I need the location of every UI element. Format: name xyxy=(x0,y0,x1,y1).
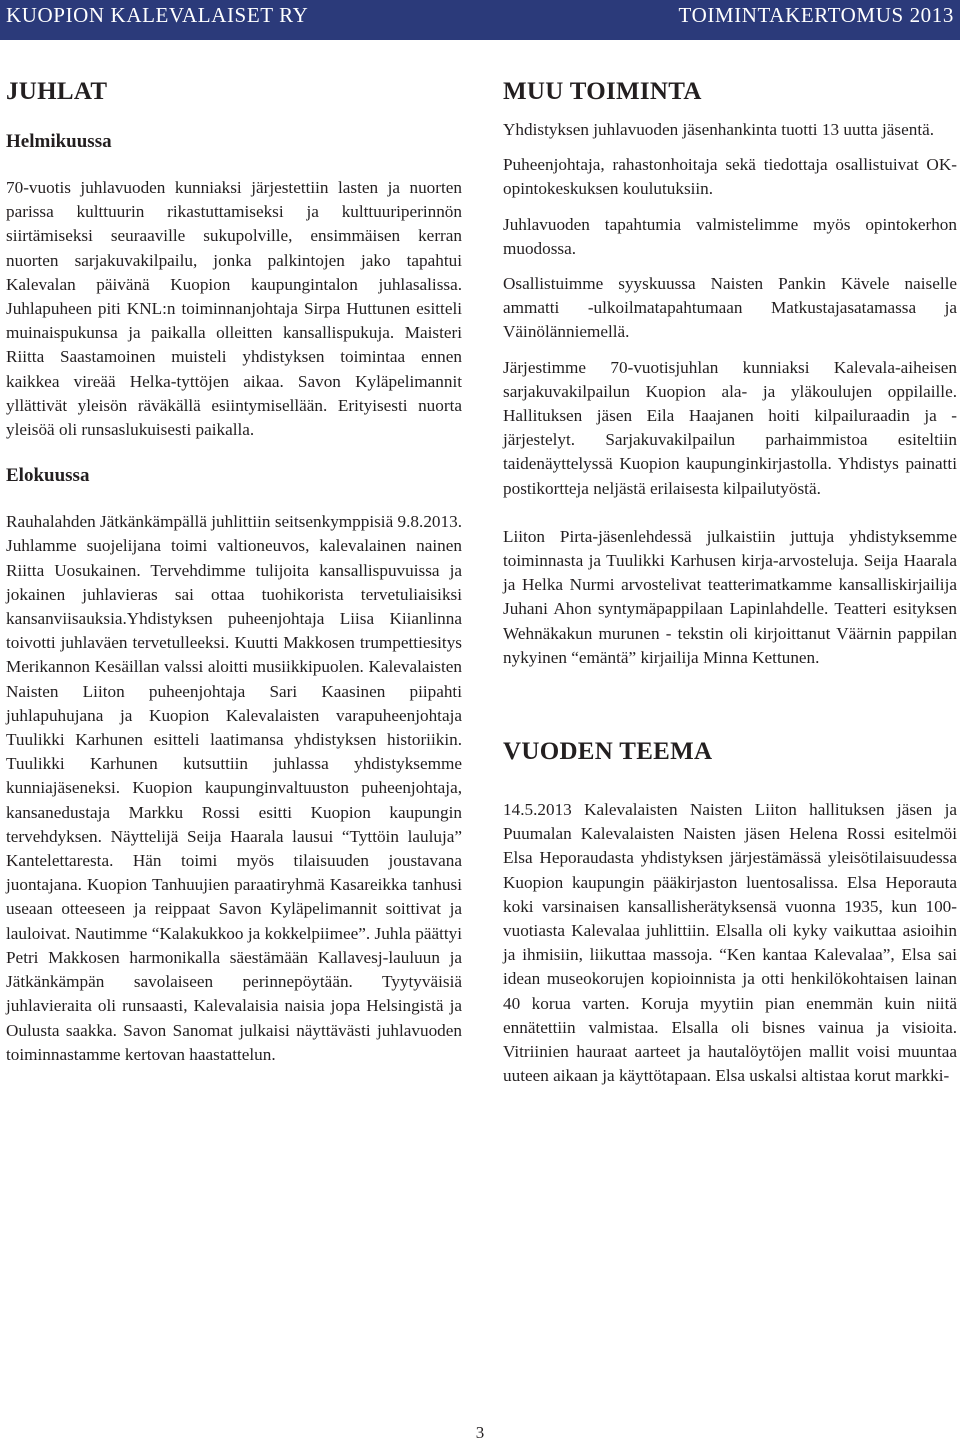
section-title-juhlat: JUHLAT xyxy=(6,78,108,105)
header-bar xyxy=(0,0,960,40)
section-title-muu-toiminta: MUU TOIMINTA xyxy=(503,78,702,105)
header-org-name: KUOPION KALEVALAISET RY xyxy=(6,3,309,27)
paragraph-sarjakuvakilpailu: Järjestimme 70-vuotisjuhlan kunniaksi Kalevala-aiheisen sarjakuvakilpailun Kuopion ala- ja yläkoulujen oppilaille. Hallituksen jäsen Eila Haajanen hoiti kilpailuraadin ja -järjestelyt. Sarjakuvakilpailun parhaimmistoa esiteltiin taidenäyttelyssä Kuopion kaupunginkirjastolla. Yhdistys painatti postikortteja neljästä erilaisesta kilpailutyöstä. xyxy=(503,357,957,498)
subheading-helmikuussa: Helmikuussa xyxy=(6,131,112,152)
paragraph-elokuussa: Rauhalahden Jätkänkämpällä juhlittiin seitsenkymppisiä 9.8.2013. Juhlamme suojelijana toimi valtioneuvos, kalevalainen nainen Riitta Uosukainen. Tervehdimme tulijoita kansallispuvuissa ja jokainen juhlavieras sai ottaa tuohikorista tervetuliaisiksi kansanviisauksia.Yhdistyksen puheenjohtaja Liisa Kiianlinna toivotti juhlaväen tervetulleeksi. Kuutti Makkosen trumpettiesitys Merikannon Kesäillan valssi aloitti musiikkipuolen. Kalevalaisten Naisten Liiton puheenjohtaja Sari Kaasinen piipahti juhlapuhujana ja Kuopion Kalevalaisten varapuheenjohtaja Tuulikki Karhunen esitteli laatimansa yhdistyksen historiikin. Tuulikki Karhunen kutsuttiin juhlassa yhdistyksemme kunniajäseneksi. Kuopion kaupunginvaltuuston puheenjohtaja, kansanedustaja Markku Rossi esitti Kuopion kaupungin tervehdyksen. Näyttelijä Seija Haarala lausui “Tyttöin lauluja” Kantelettaresta. Hän toimi myös tilaisuuden joustavana juontajana. Kuopion Tanhuujien paraatiryhmä Kasareikka tanhusi useaan otteeseen ja reippaat Savon Kyläpelimannit soittivat ja lauloivat. Nautimme “Kalakukkoo ja kokkelpiimee”. Juhla päättyi Petri Makkosen harmonikalla säestämään Kallavesj-lauluun ja Jätkänkämpän savolaiseen perinnepöytään. Tyytyväisiä juhlavieraita oli runsaasti, Kalevalaisia naisia jopa Helsingistä ja Oulusta saakka. Savon Sanomat julkaisi näyttävästi juhlavuoden toiminnastamme kertovan haastattelun. xyxy=(6,512,462,1064)
paragraph-pirta-lehti: Liiton Pirta-jäsenlehdessä julkaistiin juttuja yhdistyksemme toiminnasta ja Tuulikki Karhusen kirja-arvosteluja. Seija Haarala ja Helka Nurmi arvostelivat teatterimatkamme kansalliskirjailija Juhani Ahon syntymäpappilaan Lapinlahdelle. Teatteri esityksen Wehnäkakun murunen - tekstin oli kirjoittanut Väärnin pappilan nykyinen “emäntä” kirjailija Minna Kettunen. xyxy=(503,526,957,667)
paragraph-kavele-naiselle: Osallistuimme syyskuussa Naisten Pankin Kävele naiselle ammatti -ulkoilmatapahtumaan Matkustajasatamassa ja Väinölänniemellä. xyxy=(503,274,957,342)
paragraph-jasenhankinta: Yhdistyksen juhlavuoden jäsenhankinta tuotti 13 uutta jäsentä. xyxy=(503,120,935,139)
paragraph-helmikuussa: 70-vuotis juhlavuoden kunniaksi järjestettiin lasten ja nuorten parissa kulttuurin rikastuttamiseksi ja kulttuuriperinnön siirtämiseksi seuraaville sukupolville, ensimmäisen kerran nuorten sarjakuvakilpailu, jonka palkintojen jako tapahtui Kalevalan päivänä Kuopion kaupungintalon juhlasalissa. Juhlapuheen piti KNL:n toiminnanjohtaja Sirpa Huttunen esitteli muinaispukunsa ja paikalla olleitten kansallispukuja. Maisteri Riitta Saastamoinen muisteli yhdistyksen toimintaa ennen kaikkea vireää Helka-tyttöjen aikaa. Savon Kyläpelimannit yllättivät yleisön räväkällä esiintymisellään. Erityisesti nuorta yleisöä oli runsaslukuisesti paikalla. xyxy=(6,178,462,440)
paragraph-opintokerho: Juhlavuoden tapahtumia valmistelimme myös opintokerhon muodossa. xyxy=(503,214,957,258)
page-number: 3 xyxy=(475,1423,485,1442)
left-column xyxy=(6,72,462,1067)
header-document-title: TOIMINTAKERTOMUS 2013 xyxy=(678,3,954,27)
section-title-vuoden-teema: VUODEN TEEMA xyxy=(503,738,713,766)
paragraph-koulutukset: Puheenjohtaja, rahastonhoitaja sekä tiedottaja osallistuivat OK-opintokeskuksen koulutuksiin. xyxy=(503,155,957,199)
paragraph-vuoden-teema: 14.5.2013 Kalevalaisten Naisten Liiton hallituksen jäsen ja Puumalan Kalevalaisten Naisten jäsen Helena Rossi esitelmöi Elsa Heporaudasta yhdistyksen järjestämässä yleisötilaisuudessa Kuopion kaupungin pääkirjaston luentosalissa. Elsa Heporauta koki varsinaisen kansallisherätyksensä vuonna 1935, kun 100-vuotiasta Kalevalaa juhlittiin. Elsalla oli kyky vaikuttaa asioihin ja ihmisiin, liikuttaa massoja. “Ken kantaa Kalevalaa”, Elsa sai idean museokorujen kopioinnista ja otti henkilökohtaisen lainan 40 korua varten. Koruja myytiin pian enemmän kuin niitä ennätettiin valmistaa. Elsalla oli bisnes vainua ja visioita. Vitriinien hauraat aarteet ja hautalöytöjen mallit voisi muuntaa uuteen aikaan ja käyttötapaan. Elsa uskalsi altistaa korut markki- xyxy=(503,800,957,1086)
right-column xyxy=(503,72,957,1089)
subheading-elokuussa: Elokuussa xyxy=(6,465,90,487)
